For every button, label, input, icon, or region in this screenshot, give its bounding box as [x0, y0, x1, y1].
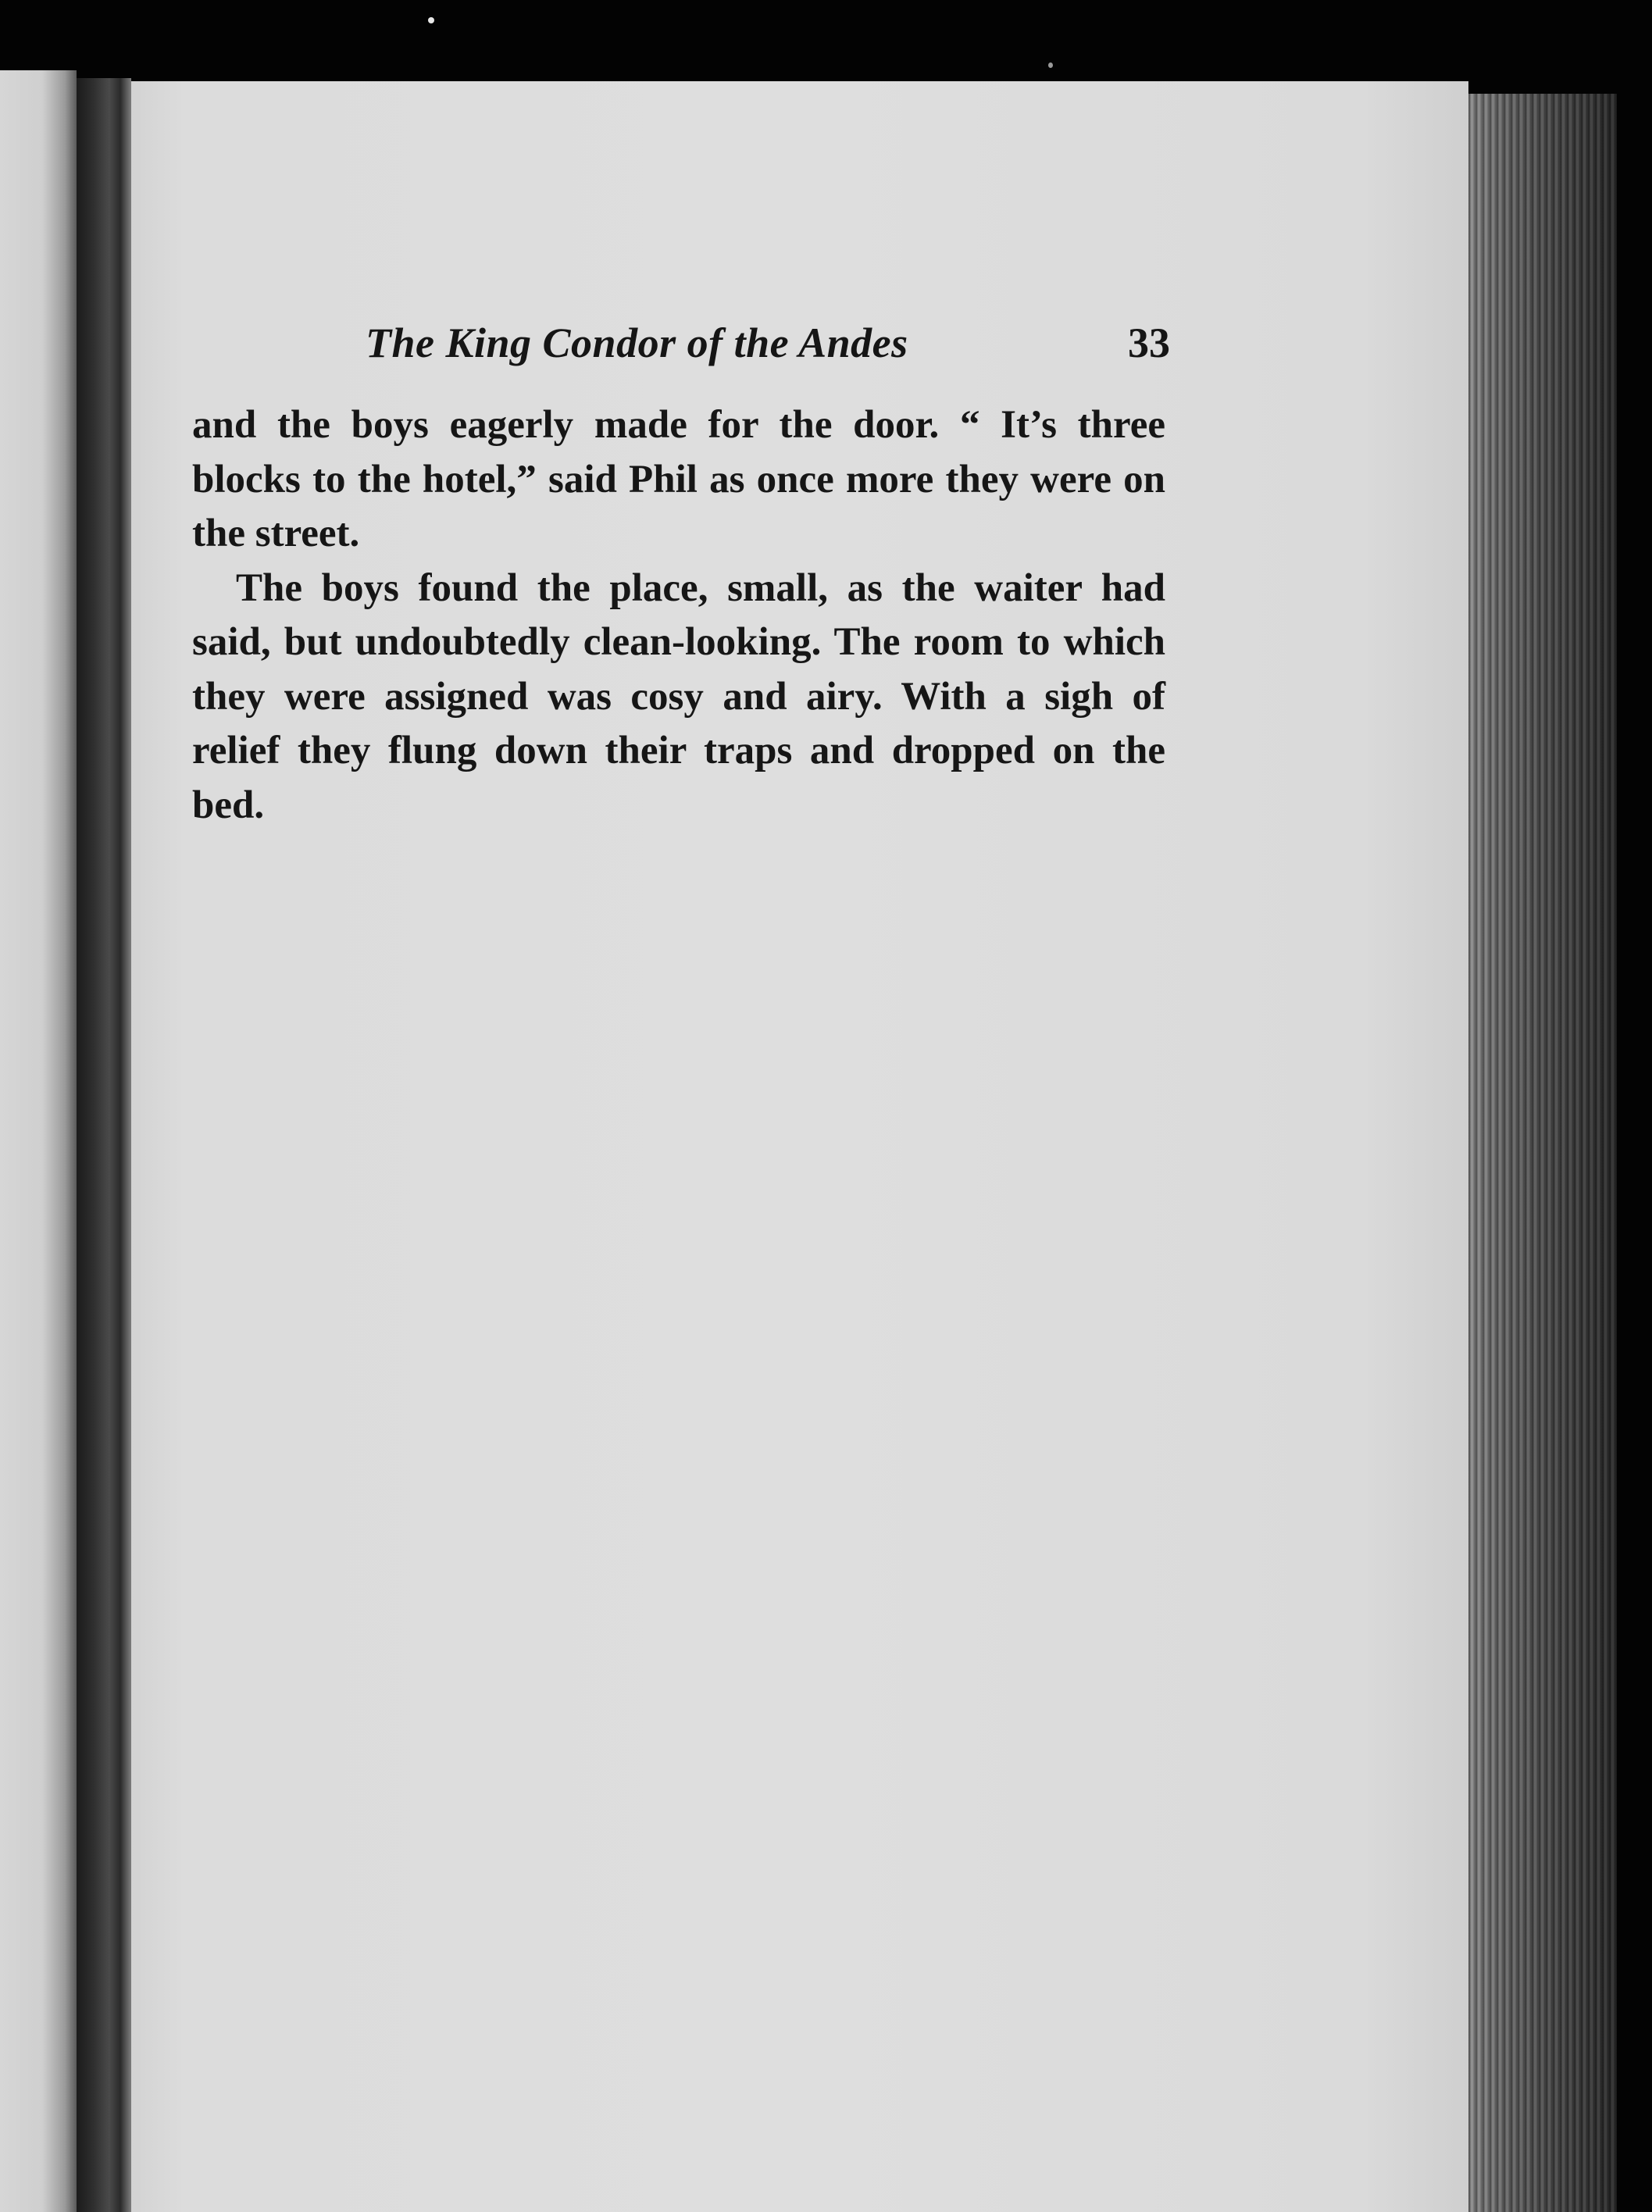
body-text: [192, 398, 1165, 833]
left-page-edge: [0, 70, 77, 2212]
book-gutter: [77, 78, 131, 2212]
paragraph: and the boys eagerly made for the door. “ It’s three blocks to the hotel,” said Phil as once more they were on the street.: [192, 403, 1165, 555]
scan-speck: [1048, 62, 1053, 68]
scan-speck: [428, 17, 434, 23]
running-head-title: The King Condor of the Andes: [366, 319, 908, 366]
paragraph: The boys found the place, small, as the waiter had said, but undoubtedly clean-looking. The room to which they were assigned was cosy and airy. With a sigh of relief they flung down their traps and dropped on the bed.: [192, 565, 1165, 827]
running-head: [366, 319, 1170, 381]
page-fore-edge: [1468, 94, 1617, 2212]
page-number: 33: [1128, 319, 1170, 366]
